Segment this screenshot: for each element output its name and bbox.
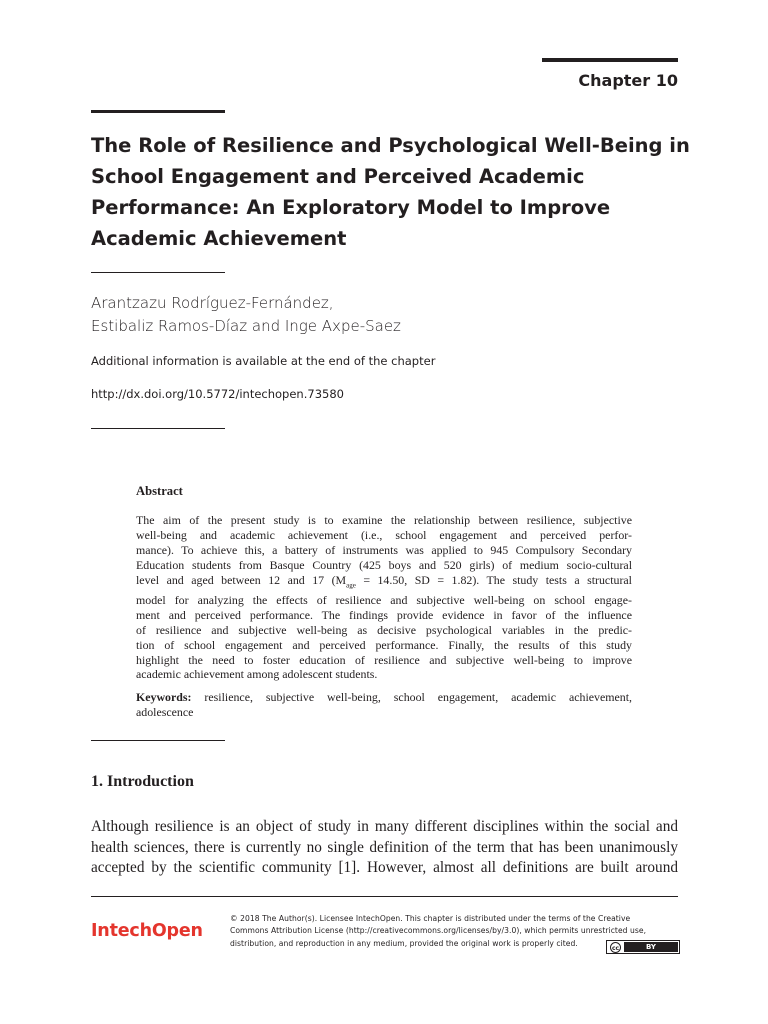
- abstract-line: highlight the need to foster education of resilience and subjective well-being to improve: [136, 652, 632, 667]
- chapter-label: Chapter 10: [578, 71, 678, 90]
- footer-rule: [91, 896, 678, 897]
- abstract-heading: Abstract: [136, 484, 183, 498]
- title-top-rule: [91, 110, 225, 113]
- keywords: [136, 690, 632, 720]
- introduction-body: [91, 817, 678, 879]
- title-line: The Role of Resilience and Psychological Well-Being in: [91, 134, 690, 157]
- cc-by-badge: [606, 940, 680, 954]
- section-heading: 1. Introduction: [91, 773, 194, 790]
- abstract-line: Education students from Basque Country (425 boys and 520 girls) of medium socio-cultural: [136, 557, 632, 572]
- abstract-line: The aim of the present study is to examine the relationship between resilience, subjective: [136, 513, 632, 527]
- body-line: Although resilience is an object of study in many different disciplines within the social and: [91, 818, 678, 835]
- title-line: Performance: An Exploratory Model to Improve: [91, 196, 611, 219]
- keywords-label: Keywords:: [136, 690, 192, 704]
- keywords-text: resilience, subjective well-being, school engagement, academic achievement,: [191, 690, 632, 704]
- author-line: Arantzazu Rodríguez-Fernández,: [91, 294, 334, 312]
- abstract-text: level and aged between 12 and 17 (M: [136, 572, 347, 587]
- intechopen-logo: IntechOpen: [91, 921, 203, 941]
- authors: [91, 292, 691, 338]
- abstract-line: of resilience and subjective well-being as decisive psychological variables in the predic-: [136, 622, 632, 637]
- chapter-top-rule: [542, 58, 678, 62]
- abstract-line: academic achievement among adolescent students.: [136, 667, 378, 682]
- abstract-rule: [91, 740, 225, 741]
- license-line: Commons Attribution License (http://creativecommons.org/licenses/by/3.0), which permits unrestricted use,: [230, 926, 647, 936]
- body-line: health sciences, there is currently no single definition of the term that has been unanimously: [91, 838, 678, 856]
- title-line: School Engagement and Perceived Academic: [91, 165, 585, 188]
- license-line: © 2018 The Author(s). Licensee IntechOpen. This chapter is distributed under the terms of the Creative: [230, 914, 631, 923]
- body-line: accepted by the scientific community [1]. However, almost all definitions are built around: [91, 859, 678, 876]
- abstract-text: = 14.50, SD = 1.82). The study tests a structural: [355, 572, 632, 587]
- chapter-title: [91, 130, 691, 254]
- keywords-line: adolescence: [136, 704, 194, 719]
- additional-info: Additional information is available at the end of the chapter: [91, 354, 436, 368]
- doi-link[interactable]: http://dx.doi.org/10.5772/intechopen.73580: [91, 387, 344, 401]
- abstract-line: well-being and academic achievement (i.e., school engagement and perceived perfor-: [136, 527, 632, 542]
- abstract-body: [136, 513, 632, 682]
- title-line: Academic Achievement: [91, 227, 347, 250]
- author-line: Estibaliz Ramos-Díaz and Inge Axpe-Saez: [91, 317, 401, 335]
- by-label: BY: [624, 942, 678, 952]
- cc-icon: [610, 942, 621, 953]
- abstract-line: mance). To achieve this, a battery of instruments was applied to 945 Compulsory Secondary: [136, 542, 632, 557]
- authors-rule: [91, 272, 225, 273]
- license-line: distribution, and reproduction in any medium, provided the original work is properly cited.: [230, 938, 578, 948]
- abstract-line: model for analyzing the effects of resilience and subjective well-being on school engage-: [136, 592, 632, 607]
- abstract-line: ment and perceived performance. The findings provide evidence in favor of the influence: [136, 607, 632, 622]
- subscript-age: age: [346, 581, 356, 589]
- cc-icon-text: cc: [611, 944, 620, 952]
- abstract-line: tion of school engagement and perceived performance. Finally, the results of this study: [136, 637, 632, 652]
- meta-rule: [91, 428, 225, 429]
- abstract-line-with-subscript: [136, 573, 632, 593]
- keywords-line: [136, 690, 632, 705]
